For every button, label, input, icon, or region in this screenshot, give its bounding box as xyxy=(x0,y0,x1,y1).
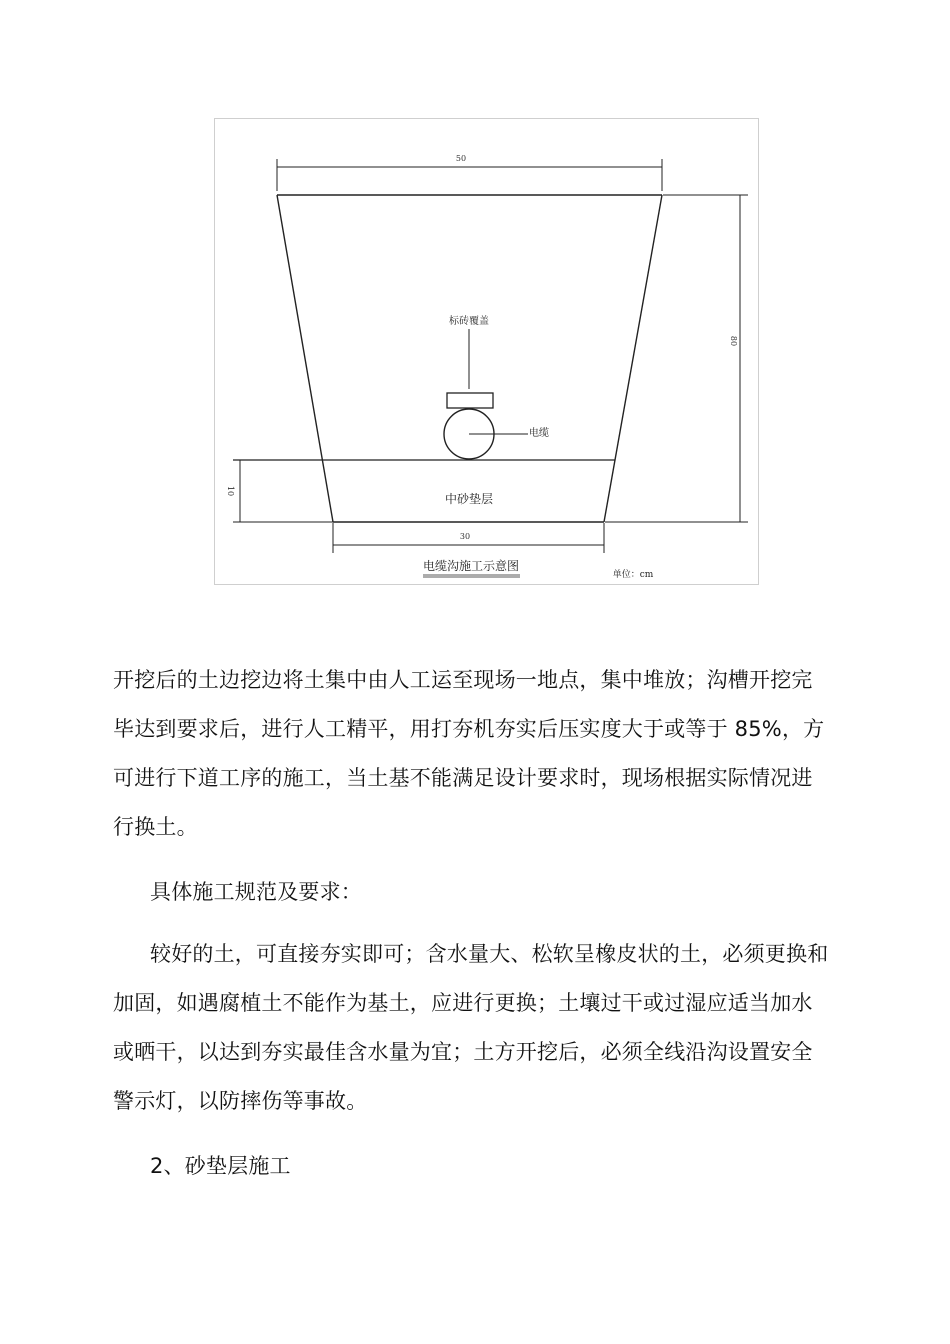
section-heading-text: 2、砂垫层施工 xyxy=(150,1154,291,1178)
height-dimension-label: 80 xyxy=(729,335,738,347)
paragraph-spec-heading xyxy=(113,868,873,917)
cable-label: 电缆 xyxy=(529,428,549,439)
trench-left-wall xyxy=(277,195,333,522)
bottom-dimension-label: 30 xyxy=(459,532,471,541)
unit-label: 单位：cm xyxy=(612,570,654,580)
sand-layer-label: 中砂垫层 xyxy=(444,492,494,506)
paragraph-line: 行换土。 xyxy=(113,815,198,839)
spec-heading-text: 具体施工规范及要求： xyxy=(150,880,362,904)
paragraph-requirements xyxy=(113,930,873,1126)
brick-cover-rect xyxy=(447,393,493,408)
brick-cover-label: 标砖覆盖 xyxy=(449,316,489,327)
paragraph-line: 加固，如遇腐植土不能作为基土，应进行更换；土壤过干或过湿应适当加水 xyxy=(113,991,813,1015)
paragraph-line: 可进行下道工序的施工，当土基不能满足设计要求时，现场根据实际情况进 xyxy=(113,766,813,790)
diagram-caption: 电缆沟施工示意图 xyxy=(422,559,520,573)
trench-right-wall xyxy=(604,195,662,522)
paragraph-excavation xyxy=(113,656,873,852)
paragraph-line: 或晒干，以达到夯实最佳含水量为宜；土方开挖后，必须全线沿沟设置安全 xyxy=(113,1040,813,1064)
cable-trench-diagram xyxy=(214,118,759,585)
paragraph-line: 警示灯，以防摔伤等事故。 xyxy=(113,1089,368,1113)
paragraph-line: 开挖后的土边挖边将土集中由人工运至现场一地点，集中堆放；沟槽开挖完 xyxy=(113,668,813,692)
top-dimension-label: 50 xyxy=(455,154,467,163)
section-heading-sand-layer xyxy=(113,1142,873,1191)
sand-dimension-label: 10 xyxy=(226,485,235,497)
paragraph-line: 较好的土，可直接夯实即可；含水量大、松软呈橡皮状的土，必须更换和 xyxy=(150,942,829,966)
paragraph-line: 毕达到要求后，进行人工精平，用打夯机夯实后压实度大于或等于 85%，方 xyxy=(113,717,825,741)
diagram-canvas xyxy=(215,119,760,586)
